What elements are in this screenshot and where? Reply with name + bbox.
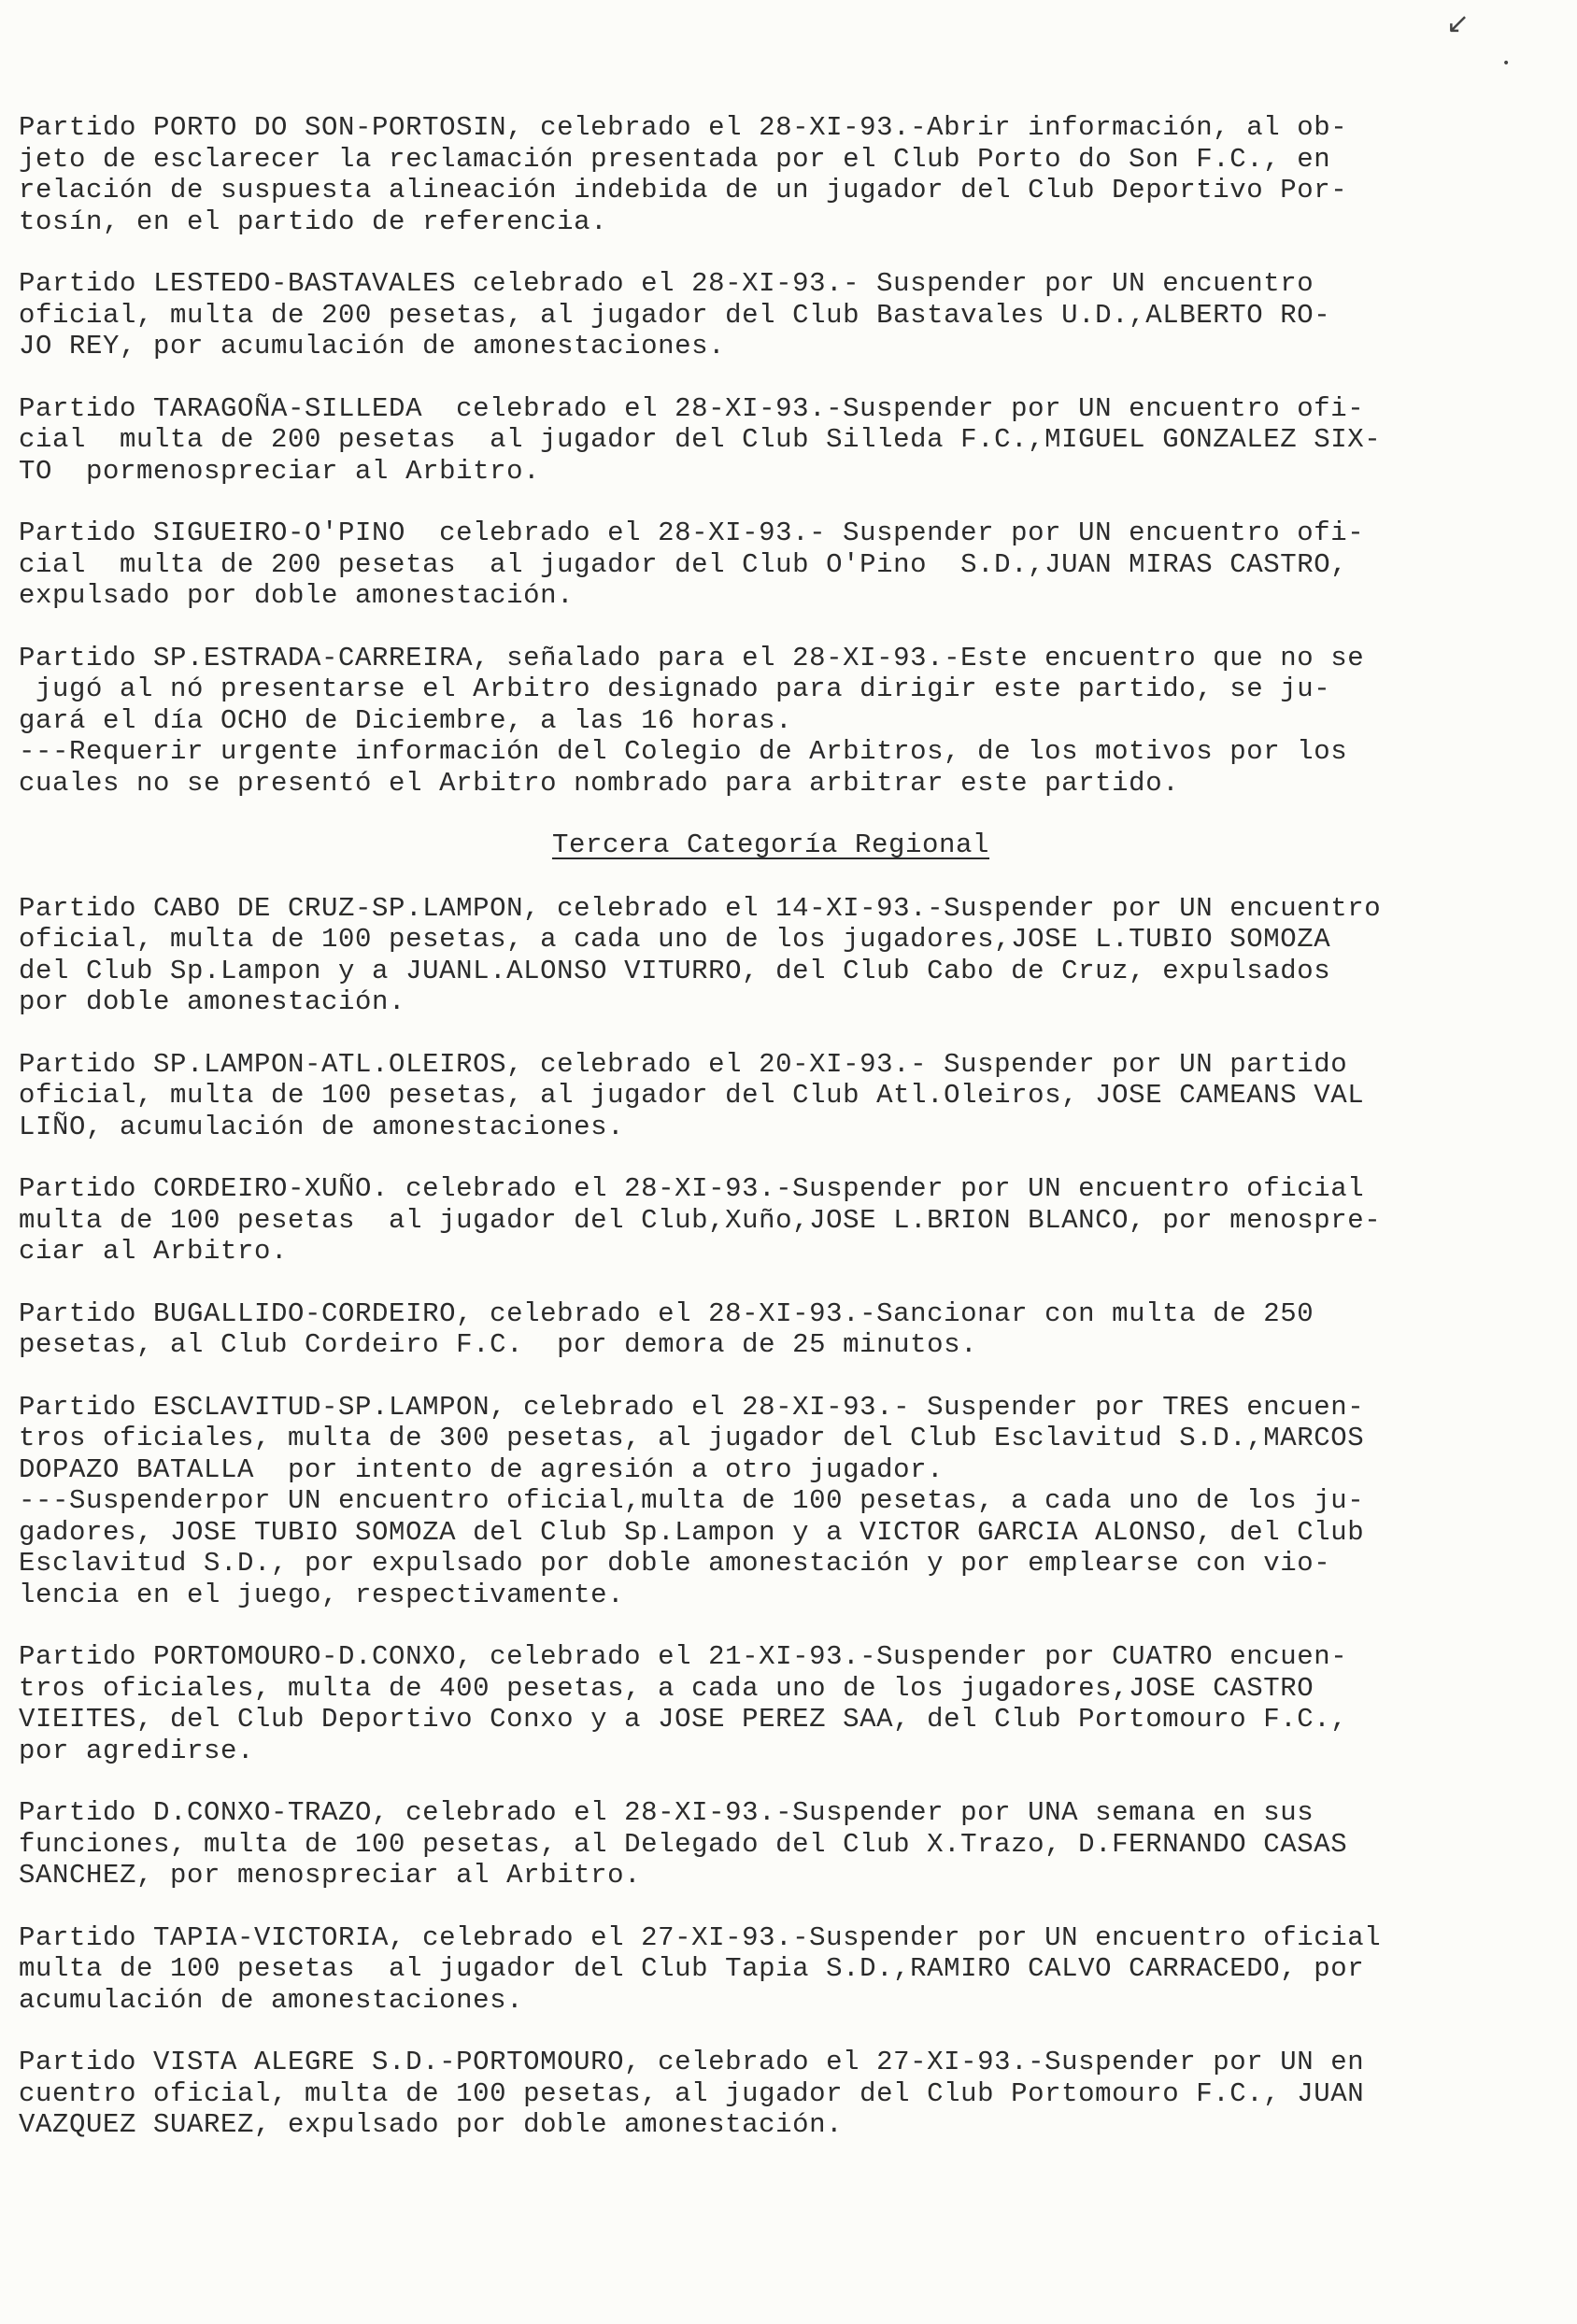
resolution-paragraph: [19, 1797, 1523, 1892]
resolution-paragraph: [19, 893, 1523, 1018]
resolution-paragraph: [19, 2047, 1523, 2141]
resolution-paragraph: [19, 517, 1523, 612]
paragraph-line: Partido SP.ESTRADA-CARREIRA, señalado para el 28-XI-93.-Este encuentro que no se: [19, 642, 1365, 673]
paragraph-line: oficial, multa de 100 pesetas, a cada uno de los jugadores,JOSE L.TUBIO SOMOZA: [19, 924, 1331, 955]
paragraph-line: Partido ESCLAVITUD-SP.LAMPON, celebrado el 28-XI-93.- Suspender por TRES encuen-: [19, 1391, 1365, 1423]
paragraph-line: VAZQUEZ SUAREZ, expulsado por doble amonestación.: [19, 2109, 844, 2140]
paragraph-line: cuales no se presentó el Arbitro nombrado para arbitrar este partido.: [19, 767, 1180, 799]
paragraph-line: Partido SP.LAMPON-ATL.OLEIROS, celebrado el 20-XI-93.- Suspender por UN partido: [19, 1048, 1348, 1080]
resolution-paragraph: [19, 1922, 1523, 2017]
resolution-paragraph: [19, 1392, 1523, 1611]
paragraph-line: Partido PORTO DO SON-PORTOSIN, celebrado el 28-XI-93.-Abrir información, al ob-: [19, 112, 1348, 143]
paragraph-line: Partido PORTOMOURO-D.CONXO, celebrado el 21-XI-93.-Suspender por CUATRO encuen-: [19, 1641, 1348, 1672]
corner-mark-icon: ↙: [1446, 7, 1470, 40]
paragraph-line: expulsado por doble amonestación.: [19, 580, 575, 611]
paragraph-line: SANCHEZ, por menospreciar al Arbitro.: [19, 1860, 642, 1891]
paragraph-line: Partido CABO DE CRUZ-SP.LAMPON, celebrado el 14-XI-93.-Suspender por UN encuentro: [19, 892, 1382, 924]
paragraph-line: multa de 100 pesetas al jugador del Club,Xuño,JOSE L.BRION BLANCO, por menospre-: [19, 1204, 1382, 1236]
paragraph-line: LIÑO, acumulación de amonestaciones.: [19, 1111, 625, 1142]
paragraph-line: Partido TAPIA-VICTORIA, celebrado el 27-XI-93.-Suspender por UN encuentro oficial: [19, 1921, 1382, 1953]
paragraph-line: tosín, en el partido de referencia.: [19, 205, 608, 237]
paragraph-line: Partido D.CONXO-TRAZO, celebrado el 28-XI-93.-Suspender por UNA semana en sus: [19, 1797, 1314, 1828]
paragraph-line: tros oficiales, multa de 300 pesetas, al jugador del Club Esclavitud S.D.,MARCOS: [19, 1423, 1365, 1453]
corner-dot-icon: •: [1502, 56, 1511, 71]
resolution-paragraph: [19, 1641, 1523, 1766]
paragraph-line: relación de suspuesta alineación indebida de un jugador del Club Deportivo Por-: [19, 175, 1348, 205]
document-body: [19, 112, 1523, 2172]
paragraph-line: JO REY, por acumulación de amonestaciones.: [19, 331, 726, 361]
section-tercera-categoria: [19, 893, 1523, 2141]
section-previous-category: [19, 112, 1523, 799]
paragraph-line: tros oficiales, multa de 400 pesetas, a cada uno de los jugadores,JOSE CASTRO: [19, 1672, 1314, 1704]
paragraph-line: funciones, multa de 100 pesetas, al Delegado del Club X.Trazo, D.FERNANDO CASAS: [19, 1828, 1348, 1860]
paragraph-line: Esclavitud S.D., por expulsado por doble amonestación y por emplearse con vio-: [19, 1548, 1331, 1579]
paragraph-line: jeto de esclarecer la reclamación presentada por el Club Porto do Son F.C., en: [19, 143, 1331, 175]
paragraph-line: cial multa de 200 pesetas al jugador del Club Silleda F.C.,MIGUEL GONZALEZ SIX-: [19, 424, 1382, 455]
paragraph-line: jugó al nó presentarse el Arbitro designado para dirigir este partido, se ju-: [19, 673, 1331, 704]
paragraph-line: Partido BUGALLIDO-CORDEIRO, celebrado el 28-XI-93.-Sancionar con multa de 250: [19, 1297, 1314, 1329]
paragraph-line: VIEITES, del Club Deportivo Conxo y a JOSE PEREZ SAA, del Club Portomouro F.C.,: [19, 1704, 1348, 1735]
resolution-paragraph: [19, 1298, 1523, 1361]
paragraph-line: Partido SIGUEIRO-O'PINO celebrado el 28-XI-93.- Suspender por UN encuentro ofi-: [19, 517, 1365, 548]
paragraph-line: gadores, JOSE TUBIO SOMOZA del Club Sp.Lampon y a VICTOR GARCIA ALONSO, del Club: [19, 1516, 1365, 1548]
resolution-paragraph: [19, 1173, 1523, 1268]
paragraph-line: cuentro oficial, multa de 100 pesetas, al jugador del Club Portomouro F.C., JUAN: [19, 2077, 1365, 2109]
paragraph-line: por agredirse.: [19, 1735, 255, 1766]
resolution-paragraph: [19, 393, 1523, 488]
paragraph-line: DOPAZO BATALLA por intento de agresión a otro jugador.: [19, 1453, 945, 1485]
section-heading: Tercera Categoría Regional: [551, 829, 990, 860]
paragraph-line: cial multa de 200 pesetas al jugador del Club O'Pino S.D.,JUAN MIRAS CASTRO,: [19, 548, 1348, 580]
paragraph-line: pesetas, al Club Cordeiro F.C. por demora de 25 minutos.: [19, 1329, 978, 1360]
paragraph-line: TO pormenospreciar al Arbitro.: [19, 455, 541, 487]
paragraph-line: Partido TARAGOÑA-SILLEDA celebrado el 28-XI-93.-Suspender por UN encuentro ofi-: [19, 392, 1365, 424]
paragraph-line: oficial, multa de 200 pesetas, al jugador del Club Bastavales U.D.,ALBERTO RO-: [19, 299, 1331, 331]
resolution-paragraph: [19, 1049, 1523, 1143]
paragraph-line: por doble amonestación.: [19, 986, 406, 1017]
resolution-paragraph: [19, 643, 1523, 800]
resolution-paragraph: [19, 112, 1523, 237]
resolution-paragraph: [19, 268, 1523, 362]
paragraph-line: gará el día OCHO de Diciembre, a las 16 horas.: [19, 704, 793, 736]
paragraph-line: ciar al Arbitro.: [19, 1236, 289, 1267]
paragraph-line: lencia en el juego, respectivamente.: [19, 1579, 625, 1610]
paragraph-line: Partido VISTA ALEGRE S.D.-PORTOMOURO, celebrado el 27-XI-93.-Suspender por UN en: [19, 2047, 1365, 2077]
paragraph-line: oficial, multa de 100 pesetas, al jugador del Club Atl.Oleiros, JOSE CAMEANS VAL: [19, 1080, 1365, 1111]
paragraph-line: Partido LESTEDO-BASTAVALES celebrado el 28-XI-93.- Suspender por UN encuentro: [19, 268, 1314, 299]
section-heading-wrap: [19, 829, 1523, 861]
paragraph-line: del Club Sp.Lampon y a JUANL.ALONSO VITURRO, del Club Cabo de Cruz, expulsados: [19, 955, 1331, 986]
paragraph-line: ---Requerir urgente información del Colegio de Arbitros, de los motivos por los: [19, 736, 1348, 767]
paragraph-line: ---Suspenderpor UN encuentro oficial,multa de 100 pesetas, a cada uno de los ju-: [19, 1485, 1365, 1516]
paragraph-line: Partido CORDEIRO-XUÑO. celebrado el 28-XI-93.-Suspender por UN encuentro oficial: [19, 1173, 1365, 1204]
paragraph-line: multa de 100 pesetas al jugador del Club Tapia S.D.,RAMIRO CALVO CARRACEDO, por: [19, 1953, 1365, 1984]
paragraph-line: acumulación de amonestaciones.: [19, 1984, 524, 2016]
